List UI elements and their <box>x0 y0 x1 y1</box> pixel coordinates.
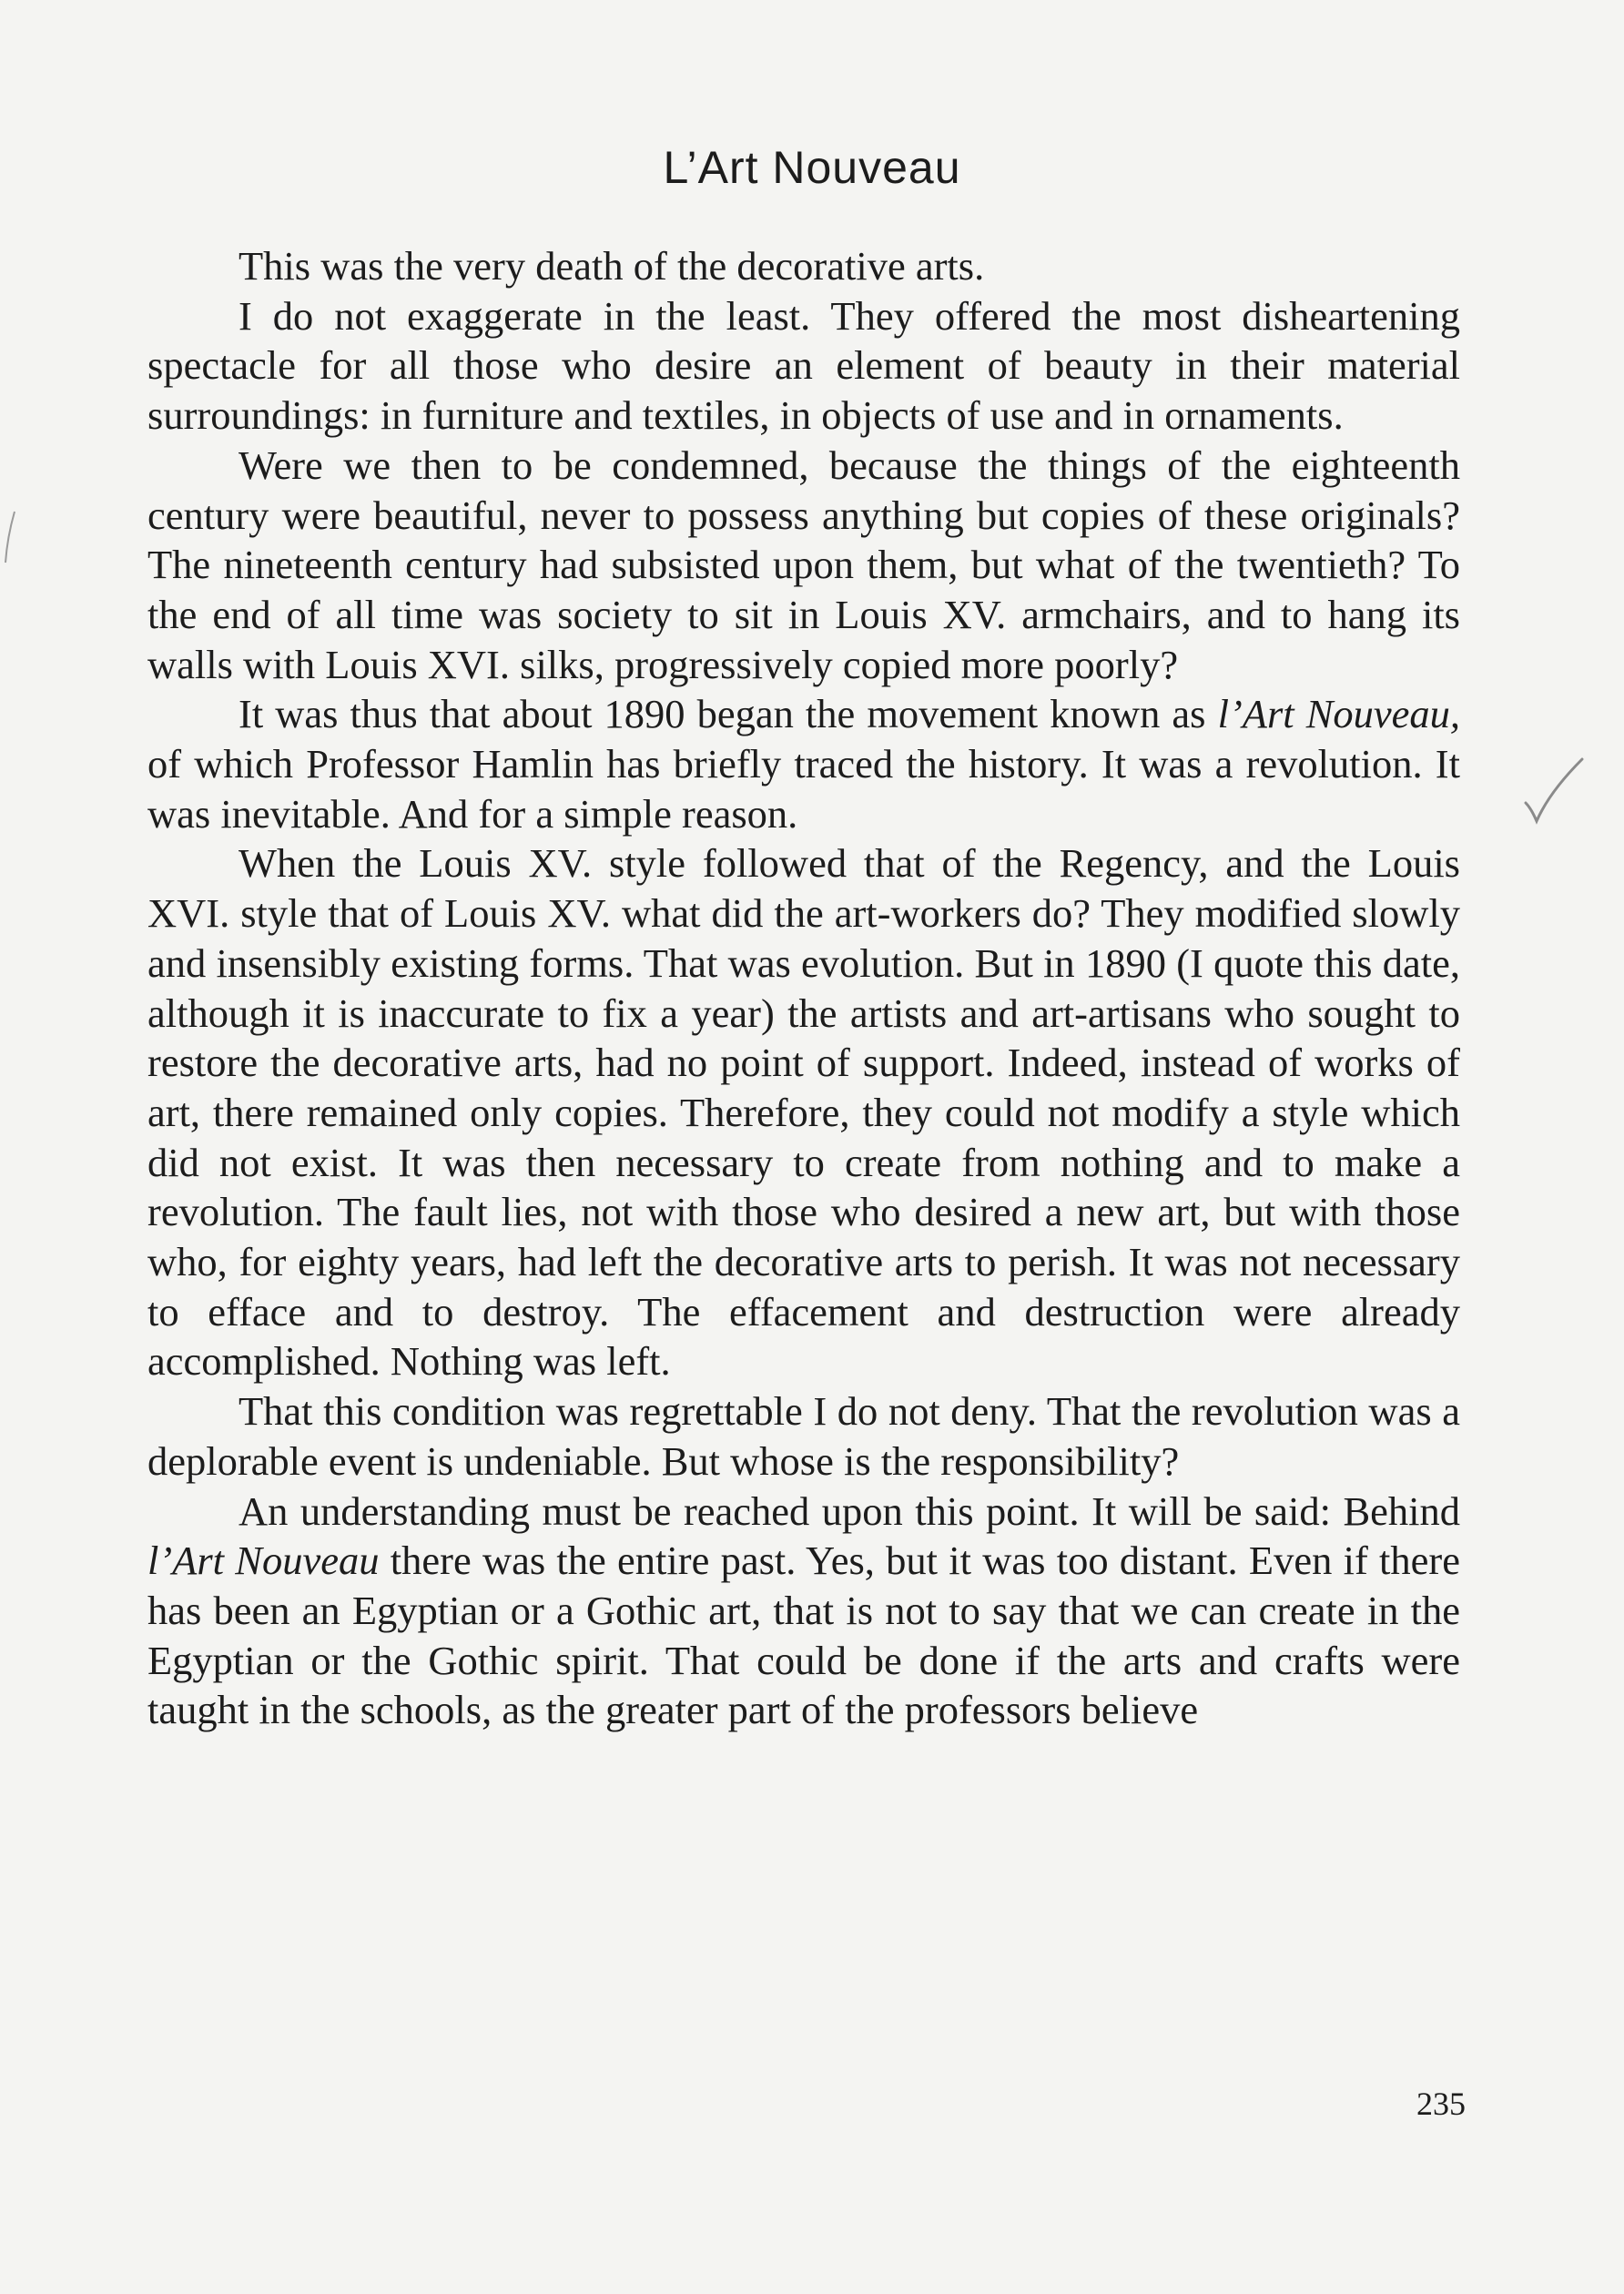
paragraph-4-text-b: of which Professor Hamlin has briefly traced the history. It was a revolution. It was inevitable. And for a simple reason. <box>147 741 1460 837</box>
paragraph-6-text: That this condition was regrettable I do not deny. That the revolution was a deplorable event is undeniable. But whose is the responsibility? <box>147 1388 1460 1484</box>
paragraph-6 <box>147 1386 1460 1486</box>
paragraph-5 <box>147 838 1460 1386</box>
paragraph-5-text: When the Louis XV. style followed that of the Regency, and the Louis XVI. style that of Louis XV. what did the art-workers do? They modified slowly and insensibly existing forms. That was evolution. But in 1890 (I quote this date, although it is inaccurate to fix a year) the artists and art-artisans who sought to restore the decorative arts, had no point of support. Indeed, instead of works of art, there remained only copies. Therefore, they could not modify a style which did not exist. It was then necessary to create from nothing and to make a revolution. The fault lies, not with those who desired a new art, but with those who, for eighty years, had left the decorative arts to perish. It was not necessary to efface and to destroy. The effacement and destruction were already accomplished. Nothing was left. <box>147 840 1460 1385</box>
paragraph-4-italic-title: l’Art Nouveau, <box>1217 691 1461 737</box>
paragraph-4 <box>147 689 1460 838</box>
paragraph-7-italic-title: l’Art Nouveau <box>147 1538 380 1584</box>
page-title: L’Art Nouveau <box>663 142 961 193</box>
body-text <box>147 241 1460 1735</box>
paragraph-3 <box>147 441 1460 690</box>
page-number: 235 <box>1416 2086 1466 2122</box>
paragraph-1 <box>147 241 1460 291</box>
paragraph-2 <box>147 291 1460 441</box>
paragraph-3-text: Were we then to be condemned, because the things of the eighteenth century were beautiful, never to possess anything but copies of these originals? The nineteenth century had subsisted upon them, but what of the twentieth? To the end of all time was society to sit in Louis XV. armchairs, and to hang its walls with Louis XVI. silks, progressively copied more poorly? <box>147 442 1460 687</box>
paragraph-7-text-a: An understanding must be reached upon this point. It will be said: Behind <box>239 1487 1460 1534</box>
paragraph-2-text: I do not exaggerate in the least. They offered the most disheartening spectacle for all those who desire an element of beauty in their material surroundings: in furniture and textiles, in objects of use and in ornaments. <box>147 292 1460 439</box>
paragraph-1-text: This was the very death of the decorative arts. <box>239 243 985 289</box>
paragraph-7 <box>147 1487 1460 1736</box>
paragraph-4-text-a: It was thus that about 1890 began the movement known as <box>239 691 1218 737</box>
paragraph-7-text-b: there was the entire past. Yes, but it was too distant. Even if there has been an Egyptian or a Gothic art, that is not to say that we can create in the Egyptian or the Gothic spirit. That could be done if the arts and crafts were taught in the schools, as the greater part of the professors believe <box>147 1538 1460 1733</box>
pencil-check-mark <box>1522 756 1586 828</box>
margin-pencil-mark <box>2 510 20 564</box>
